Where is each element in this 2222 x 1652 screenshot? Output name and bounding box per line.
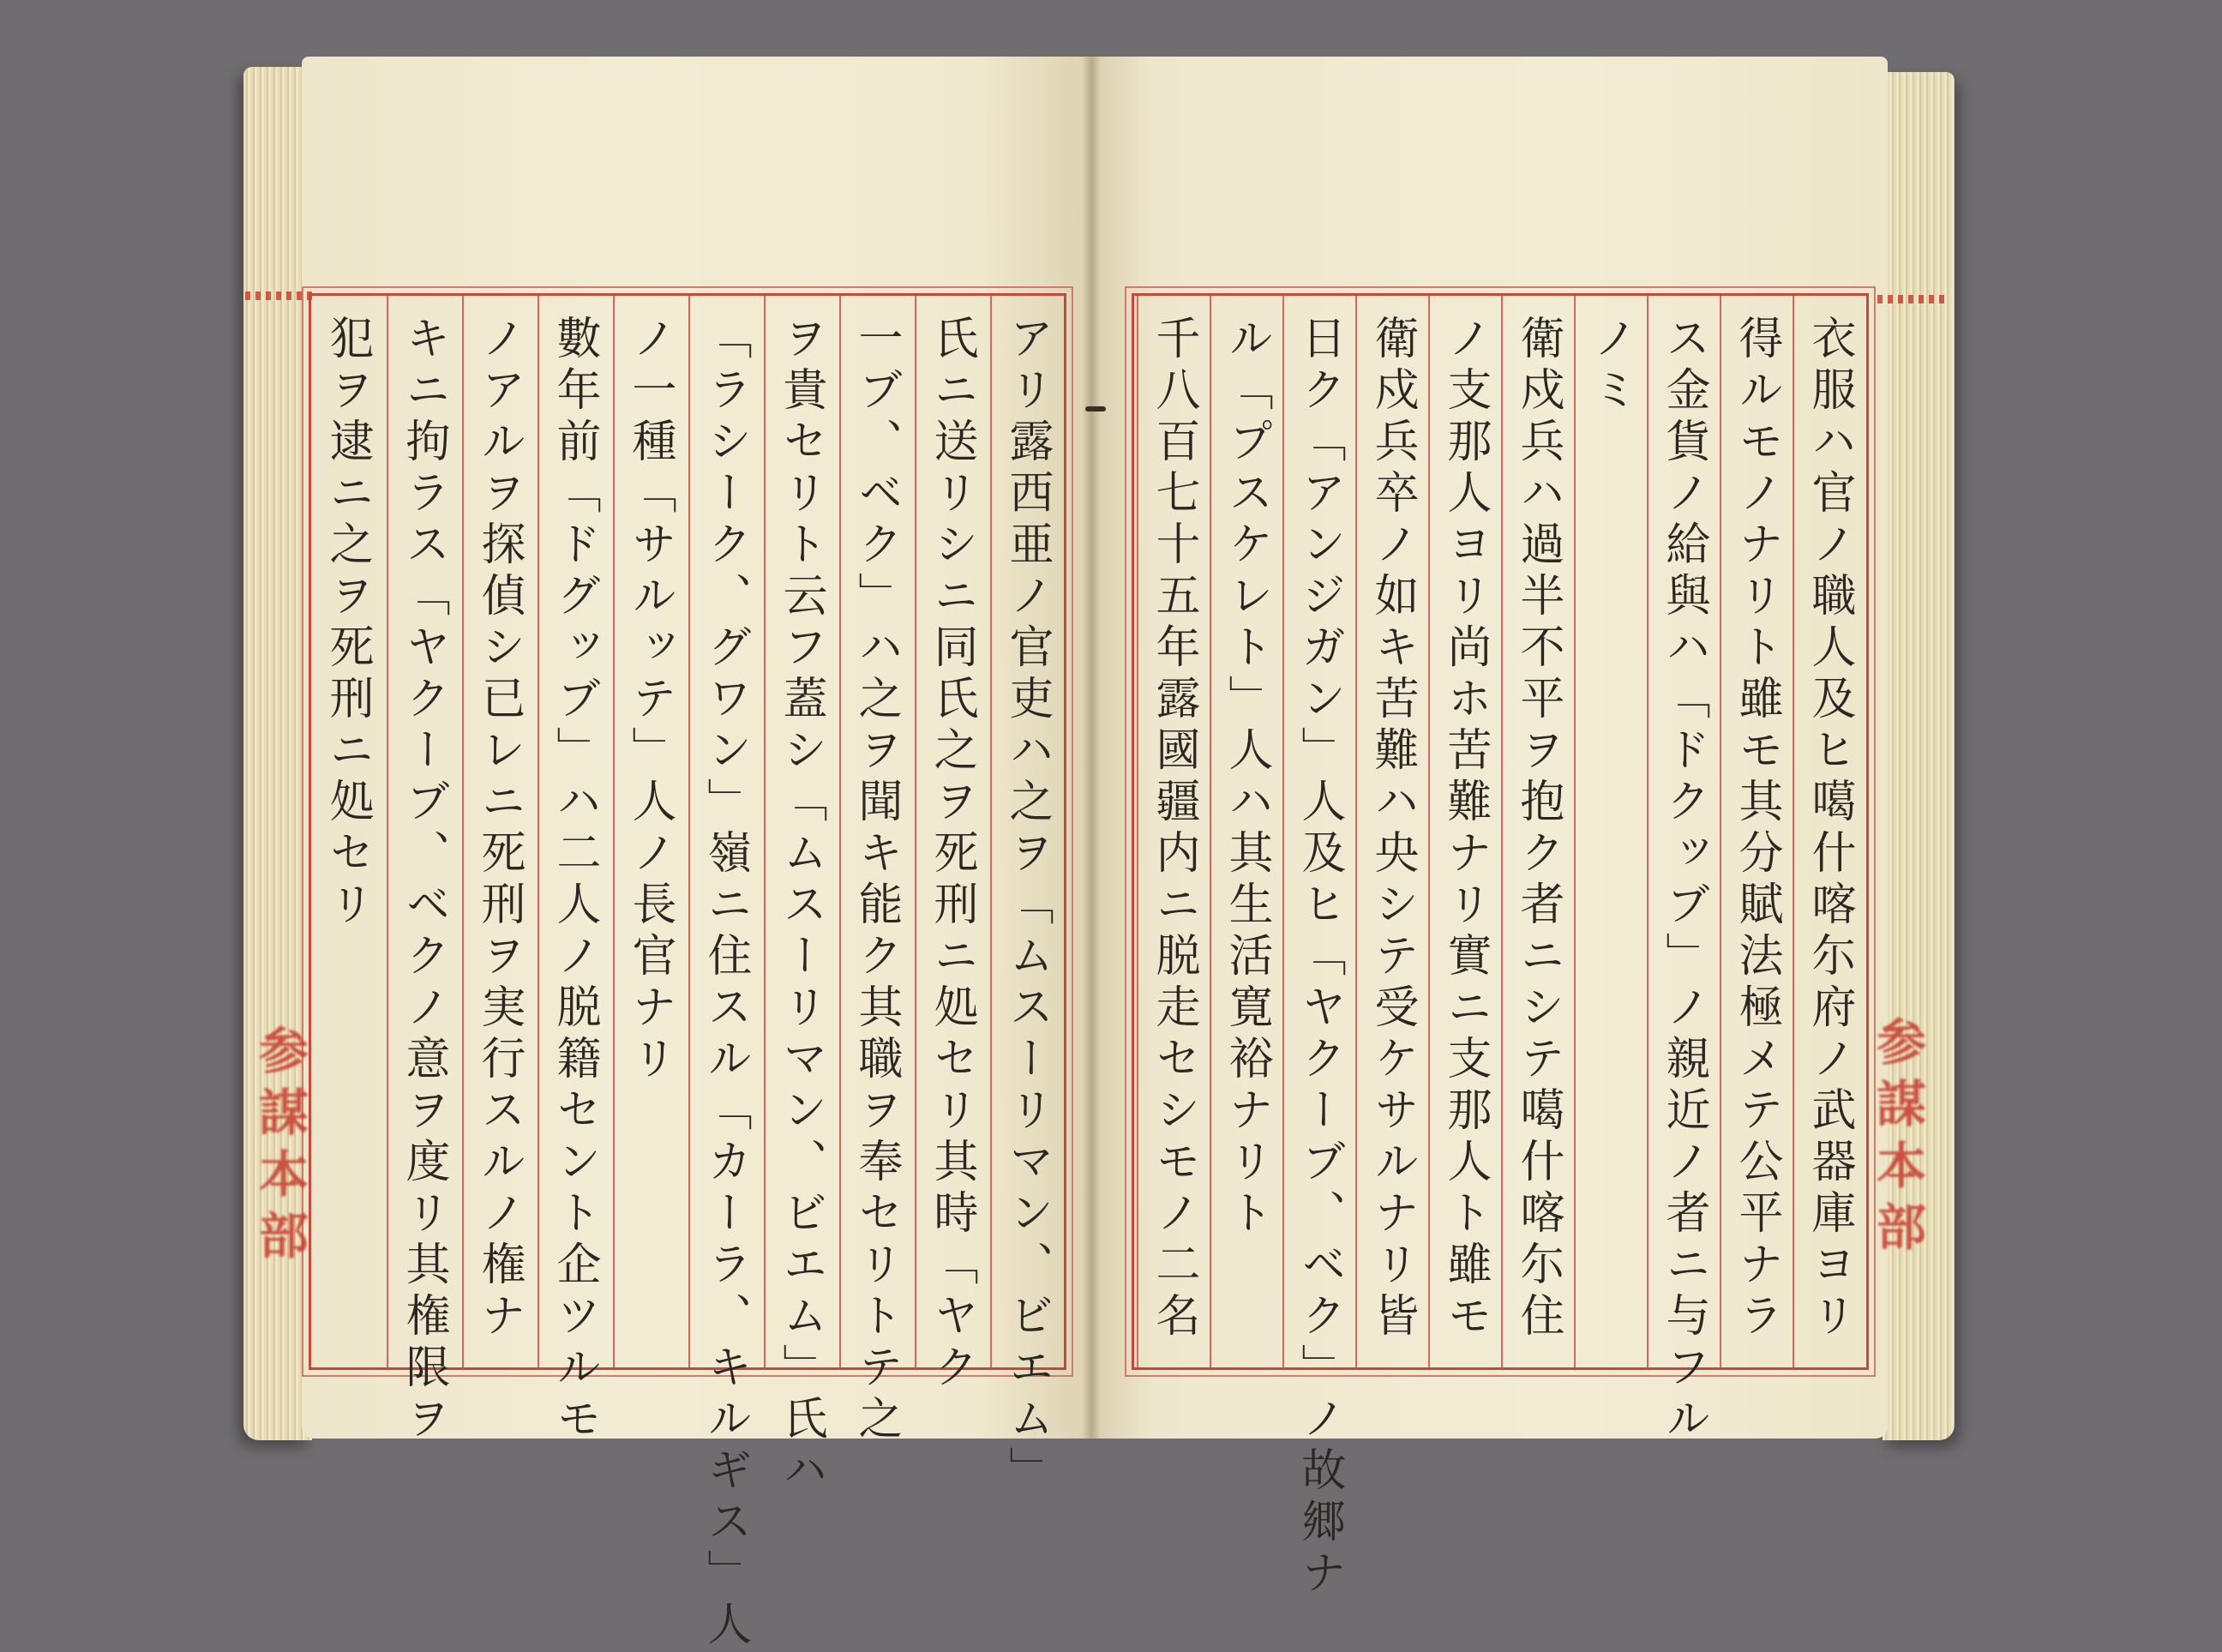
column-text: 衣服ハ官ノ職人及ヒ噶什喀尓府ノ武器庫ヨリ [1804, 315, 1855, 1343]
column-text: ノ一種「サルッテ」人ノ長官ナリ [624, 315, 676, 1086]
red-edge-stamp-left: 参 謀 本 部 [258, 1022, 309, 1265]
column-text: アリ露西亜ノ官吏ハ之ヲ「ムスーリマン、ビエム」 [1001, 315, 1053, 1498]
left-text-frame [309, 293, 1066, 1652]
column-text: 得ルモノナリト雖モ其分賦法極メテ公平ナラ [1731, 315, 1782, 1343]
column-text: ノミ [1585, 315, 1636, 418]
column-text: 數年前「ドグッブ」ハ二人ノ脱籍セント企ツルモ [549, 315, 600, 1446]
column-text: 衛戍兵ハ過半不平ヲ抱ク者ニシテ噶什喀尓住 [1512, 315, 1564, 1343]
text-column [1355, 296, 1426, 1367]
text-column [688, 296, 760, 1652]
column-text: ル「プスケレト」人ハ其生活寛裕ナリト [1221, 315, 1272, 1241]
column-text: 衛戍兵卒ノ如キ苦難ハ央シテ受ケサルナリ皆 [1366, 315, 1418, 1343]
text-column [387, 296, 458, 1446]
edge-mark-left [245, 291, 314, 300]
text-column [1137, 296, 1208, 1367]
column-text: ヲ貴セリト云フ蓋シ「ムスーリマン、ビエム」氏ハ [775, 315, 826, 1498]
text-column [1501, 296, 1572, 1367]
text-column [1647, 296, 1718, 1446]
column-text: ノ支那人ヨリ尚ホ苦難ナリ實ニ支那人ト雖モ [1439, 315, 1491, 1343]
text-column [839, 296, 910, 1446]
column-text: 犯ヲ逮ニ之ヲ死刑ニ処セリ [321, 315, 373, 932]
book-gutter [1082, 57, 1101, 1439]
text-column [1282, 296, 1354, 1601]
text-column [1574, 296, 1645, 1367]
column-text: 「ラシーク、グワン」嶺ニ住スル「カーラ、キルギス」人 [700, 315, 751, 1652]
text-column [613, 296, 684, 1367]
text-column [1793, 296, 1864, 1367]
text-column [537, 296, 609, 1446]
column-text: 一ブ、ベク」ハ之ヲ聞キ能ク其職ヲ奉セリトテ之 [850, 315, 902, 1446]
text-column [1210, 296, 1281, 1367]
text-column [764, 296, 835, 1498]
text-column [915, 296, 986, 1395]
column-text: ノアルヲ探偵シ已レニ死刑ヲ実行スルノ権ナ [473, 315, 525, 1343]
edge-mark-right [1877, 295, 1946, 303]
text-column [990, 296, 1061, 1498]
binding-thread [1085, 406, 1106, 411]
column-text: ス金貨ノ給與ハ「ドクッブ」ノ親近ノ者ニ与フル [1658, 315, 1709, 1446]
text-column [1720, 296, 1791, 1367]
text-column [1428, 296, 1499, 1367]
column-text: 千八百七十五年露國疆内ニ脱走セシモノ二名 [1148, 315, 1199, 1343]
red-edge-stamp-right: 参 謀 本 部 [1876, 1013, 1926, 1257]
column-text: 日ク「アンジガン」人及ヒ「ヤクーブ、ベク」ノ故郷ナ [1294, 315, 1345, 1601]
text-column [462, 296, 533, 1367]
column-text: キニ拘ラス「ヤクーブ、ベクノ意ヲ度リ其権限ヲ [398, 315, 449, 1446]
right-text-frame [1132, 293, 1869, 1601]
column-text: 氏ニ送リシニ同氏之ヲ死刑ニ処セリ其時「ヤク [926, 315, 977, 1395]
